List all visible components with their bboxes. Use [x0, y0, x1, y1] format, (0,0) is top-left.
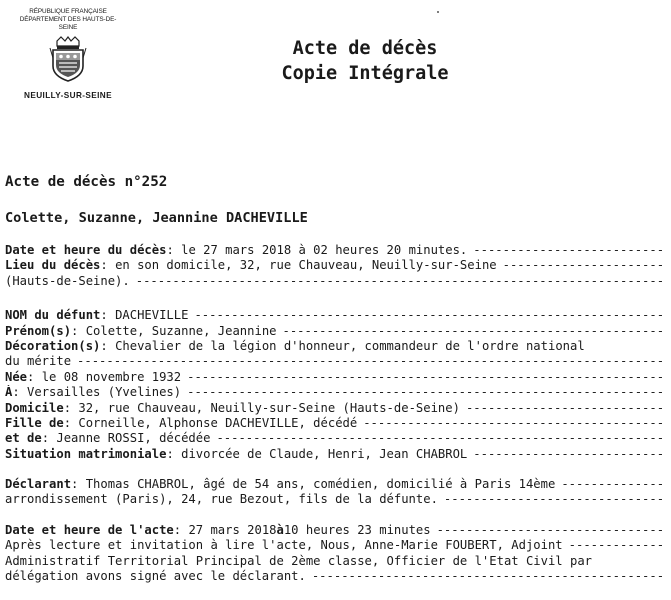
- filler-dashes: [555, 477, 663, 492]
- death-place-value-2: (Hauts-de-Seine).: [5, 273, 130, 288]
- act-date-line: [5, 523, 663, 538]
- filler-dashes: [563, 538, 663, 553]
- document-title: [230, 36, 500, 86]
- mother-value: : Jeanne ROSSI, décédée: [41, 431, 211, 446]
- closing-line-2: [5, 554, 663, 569]
- birthplace-value: : Versailles (Yvelines): [12, 385, 182, 400]
- closing-text-3: délégation avons signé avec le déclarant.: [5, 569, 306, 584]
- filler-dashes: [306, 569, 663, 584]
- title-line-1: Acte de décès: [292, 38, 438, 59]
- firstnames-label: Prénom(s): [5, 323, 72, 338]
- death-place-value: : en son domicile, 32, rue Chauveau, Neuilly-sur-Seine: [100, 258, 497, 273]
- death-place-label: Lieu du décès: [5, 258, 101, 273]
- decoration-label: Décoration(s): [5, 338, 101, 353]
- act-date-value-prefix: : 27 mars 2018: [173, 522, 277, 537]
- filler-dashes: [210, 431, 663, 446]
- father-value: : Corneille, Alphonse DACHEVILLE, décédé: [63, 415, 358, 430]
- birthplace-line: [5, 385, 663, 400]
- filler-dashes: [71, 354, 663, 369]
- mother-line: [5, 431, 663, 446]
- born-label: Née: [5, 369, 28, 384]
- act-date-section: [5, 523, 663, 585]
- firstnames-line: [5, 324, 663, 339]
- filler-dashes: [181, 370, 663, 385]
- decoration-line-2: [5, 354, 663, 369]
- decoration-value: : Chevalier de la légion d'honneur, commandeur de l'ordre national: [100, 338, 585, 353]
- filler-dashes: [431, 523, 663, 538]
- closing-line-3: [5, 569, 663, 584]
- firstnames-value: : Colette, Suzanne, Jeannine: [71, 323, 277, 338]
- act-body: [5, 172, 663, 584]
- act-number: Acte de décès n°252: [5, 174, 168, 190]
- filler-dashes: [467, 243, 663, 258]
- declarant-label: Déclarant: [5, 477, 72, 492]
- father-label: Fille de: [5, 415, 64, 430]
- surname-label: NOM du défunt: [5, 308, 101, 323]
- declarant-line-2: [5, 492, 663, 507]
- deceased-section: [5, 308, 663, 462]
- city-label: NEUILLY-SUR-SEINE: [24, 91, 112, 100]
- domicile-label: Domicile: [5, 400, 64, 415]
- deceased-full-name: Colette, Suzanne, Jeannine DACHEVILLE: [5, 210, 308, 226]
- filler-dashes: [467, 447, 663, 462]
- declarant-value-2: arrondissement (Paris), 24, rue Bezout, fils de la défunte.: [5, 492, 438, 507]
- filler-dashes: [460, 401, 663, 416]
- father-line: [5, 416, 663, 431]
- death-section: [5, 243, 663, 289]
- declarant-value: : Thomas CHABROL, âgé de 54 ans, comédien, domicilié à Paris 14ème: [71, 477, 556, 492]
- domicile-value: : 32, rue Chauveau, Neuilly-sur-Seine (Hauts-de-Seine): [63, 400, 460, 415]
- death-date-line: [5, 243, 663, 258]
- born-value: : le 08 novembre 1932: [27, 369, 182, 384]
- act-date-value-suffix: 10 heures 23 minutes: [283, 522, 431, 537]
- declarant-section: [5, 477, 663, 508]
- domicile-line: [5, 401, 663, 416]
- closing-text-1: Après lecture et invitation à lire l'acte, Nous, Anne-Marie FOUBERT, Adjoint: [5, 538, 563, 553]
- birthplace-label: À: [5, 385, 13, 400]
- filler-dashes: [181, 385, 663, 400]
- act-date-label: Date et heure de l'acte: [5, 522, 174, 537]
- filler-dashes: [357, 416, 663, 431]
- born-line: [5, 370, 663, 385]
- marital-line: [5, 447, 663, 462]
- issuer-block: [12, 8, 124, 100]
- death-place-line-2: [5, 274, 663, 289]
- surname-line: [5, 308, 663, 323]
- title-line-2: Copie Intégrale: [281, 63, 449, 84]
- act-date-value-a: à: [276, 522, 284, 537]
- filler-dashes: [497, 258, 663, 273]
- closing-line-1: [5, 538, 663, 553]
- surname-value: : DACHEVILLE: [100, 308, 189, 323]
- death-place-line: [5, 258, 663, 273]
- declarant-line: [5, 477, 663, 492]
- death-date-label: Date et heure du décès: [5, 243, 167, 257]
- republic-label: RÉPUBLIQUE FRANÇAISE: [29, 8, 107, 15]
- decoration-line: [5, 339, 663, 354]
- speck-mark: [437, 11, 439, 13]
- mother-label: et de: [5, 431, 42, 446]
- filler-dashes: [277, 324, 664, 339]
- coat-of-arms-icon: [48, 36, 88, 82]
- decoration-value-2: du mérite: [5, 354, 72, 369]
- marital-value: : divorcée de Claude, Henri, Jean CHABROL: [166, 446, 468, 461]
- death-date-value: : le 27 mars 2018 à 02 heures 20 minutes.: [166, 243, 468, 257]
- marital-label: Situation matrimoniale: [5, 446, 167, 461]
- filler-dashes: [130, 274, 663, 289]
- filler-dashes: [438, 492, 663, 507]
- department-label: DÉPARTEMENT DES HAUTS-DE-SEINE: [19, 16, 117, 31]
- closing-text-2: Administratif Territorial Principal de 2ème classe, Officier de l'Etat Civil par: [5, 553, 592, 568]
- filler-dashes: [188, 308, 663, 323]
